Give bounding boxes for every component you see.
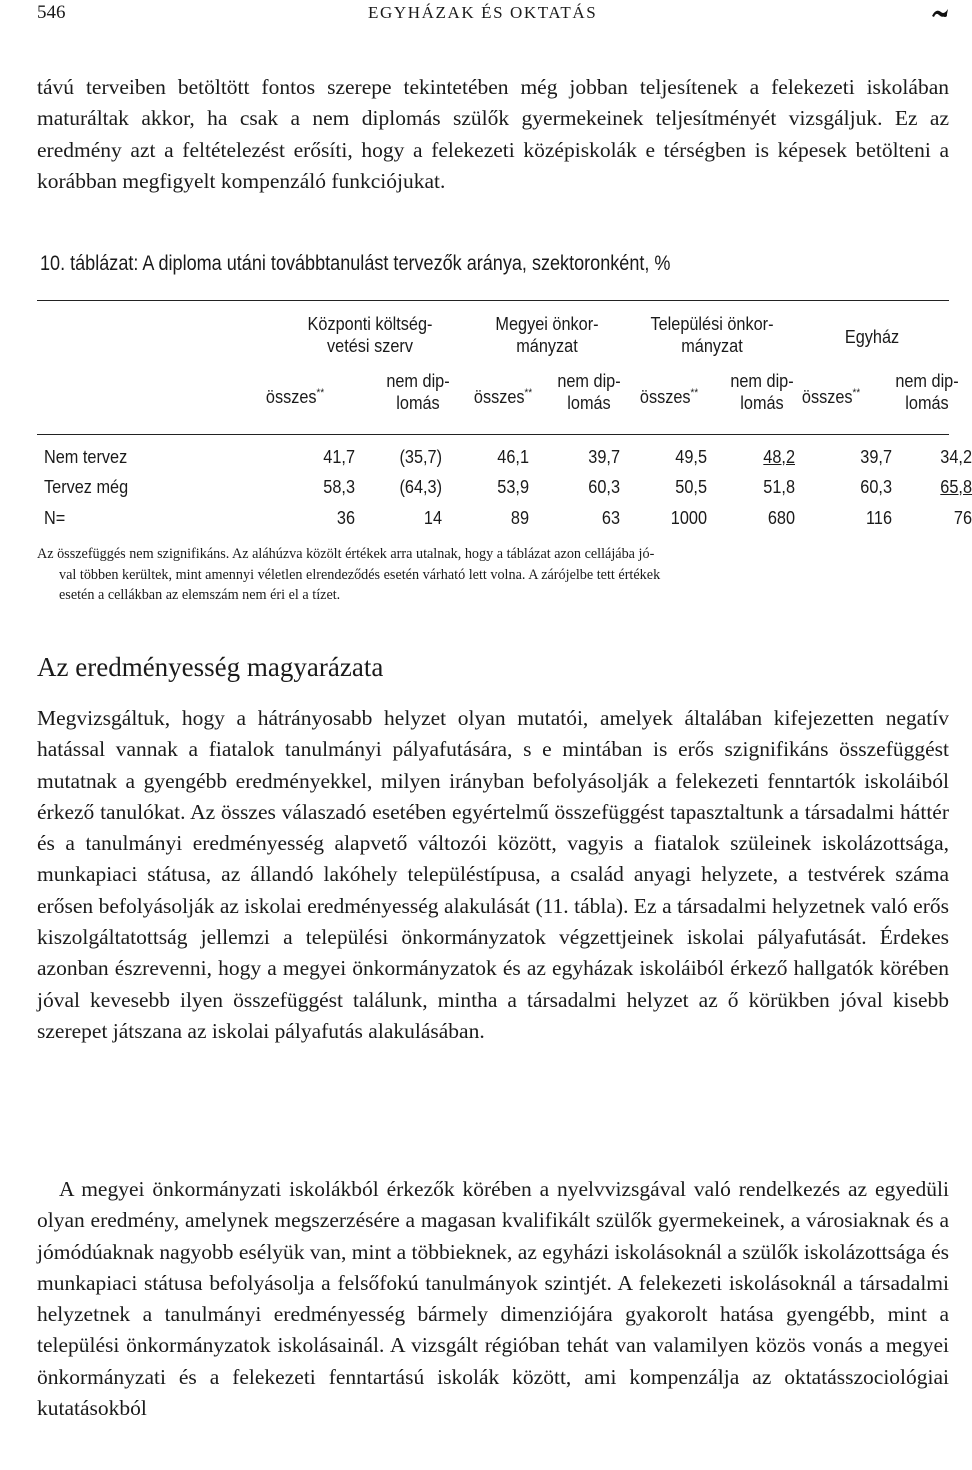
body-paragraph-2: Megvizsgáltuk, hogy a hátrányosabb helyzet olyan mutatói, amelyek általában kifejezetten negatív hatással vannak a fiatalok tanulmányi pályafutására, s e mintában is erős szignifikáns összefüggést mutatnak a gyengébb eredményekkel, milyen irányban befolyásolják a felekezeti fenntartók iskoláiból érkező tanulókat. Az összes válaszadó esetében egyértelmű összefüggést tapasztaltunk a társadalmi háttér és a tanulmányi eredményesség alapvető változói között, vagyis a fiatalok szüleinek iskolázottsága, munkapiaci státusa, az állandó lakóhely településtípusa, a család anyagi helyzete, a testvérek száma erősen befolyásolják az iskolai eredményesség alakulását (11. tábla). Ez a társadalmi helyzetnek való erős kiszolgáltatottság jellemzi a települési önkormányzatok végzettjeinek iskolai pályafutását. Érdekes azonban észrevenni, hogy a megyei önkormányzatok és az egyházak iskoláiból érkező hallgatók körében jóval kevesebb ilyen összefüggést találunk, mintha a társadalmi helyzet az ő körükben jóval kisebb szerepet játszana az iskolai pályafutás alakulásában. xyxy=(37,706,949,1043)
row-label: Nem tervez xyxy=(44,446,128,467)
table-cell: 116 xyxy=(866,507,892,528)
table-cell: 41,7 xyxy=(323,446,355,467)
table-header-rule xyxy=(37,434,949,435)
table-cell: 65,8 xyxy=(940,476,972,497)
subheader-nem-diplomas: nem dip- lomás xyxy=(386,370,450,413)
table-cell: 60,3 xyxy=(588,476,620,497)
table-cell: 39,7 xyxy=(860,446,892,467)
row-label: Tervez még xyxy=(44,476,129,497)
group-header-egyhaz: Egyház xyxy=(844,326,900,347)
table-cell: 46,1 xyxy=(497,446,529,467)
subheader-osszes: összes** xyxy=(265,386,325,408)
table-cell: 50,5 xyxy=(675,476,707,497)
body-paragraph-3: A megyei önkormányzati iskolákból érkezők körében a nyelvvizsgával való rendelkezés az egyedüli olyan eredmény, amelynek megszerzésére a magasan kvalifikált szülők gyermekeinek, a városiaknak és a jómódúaknak nagyobb esélyük van, mint a többieknek, az egyházi iskolásoknál a szülők iskolázottsága és munkapiaci státusa befolyásolja a felsőfokú tanulmányok szintjét. A felekezeti iskolásoknál a társadalmi helyzetnek a tanulmányi eredményesség bármely dimenziójára gyakorolt hatása gyengébb, mint a települési önkormányzatok iskolásainál. A vizsgált régióban tehát van valamilyen közös vonás a megyei önkormányzati és a felekezeti fenntartású iskolák között, ami kompenzálja az oktatásszociológiai kutatásokból xyxy=(37,1177,949,1421)
section-heading: Az eredményesség magyarázata xyxy=(37,652,384,682)
subheader-nem-diplomas: nem dip- lomás xyxy=(895,370,959,413)
table-top-rule xyxy=(37,300,949,301)
table-cell: 39,7 xyxy=(588,446,620,467)
table-cell: 76 xyxy=(953,507,972,528)
table-cell: 89 xyxy=(510,507,529,528)
table-cell: 60,3 xyxy=(860,476,892,497)
table-cell: 53,9 xyxy=(497,476,529,497)
subheader-osszes: összes** xyxy=(801,386,861,408)
subheader-nem-diplomas: nem dip- lomás xyxy=(557,370,621,413)
group-header-megyei: Megyei önkor- mányzat xyxy=(495,313,599,356)
data-table xyxy=(37,300,972,540)
table-cell: (35,7) xyxy=(399,446,442,467)
table-cell: 58,3 xyxy=(323,476,355,497)
table-cell: 34,2 xyxy=(940,446,972,467)
table-note xyxy=(37,544,949,606)
table-cell: 1000 xyxy=(670,507,707,528)
table-note-line: val többen kerültek, mint amennyi véletlen elrendeződés esetén várható lett volna. A zárójelbe tett értékek xyxy=(59,566,661,583)
table-note-line: esetén a cellákban az elemszám nem éri el a tízet. xyxy=(59,587,341,603)
body-paragraph-1: távú terveiben betöltött fontos szerepe tekintetében még jobban teljesítenek a felekezeti iskolában maturáltak akkor, ha csak a nem diplomás szülők gyermekeinek teljesítményét vizsgáljuk. Ez az eredmény azt a feltételezést erősíti, hogy a felekezeti középiskolák e térségben is képesek betölteni a korábban megfigyelt kompenzáló funkciójukat. xyxy=(37,75,949,193)
ornament-icon xyxy=(931,6,949,20)
table-cell: 14 xyxy=(423,507,442,528)
table-cell: 49,5 xyxy=(675,446,707,467)
table-cell: (64,3) xyxy=(399,476,442,497)
table-cell: 680 xyxy=(767,507,795,528)
running-title: EGYHÁZAK ÉS OKTATÁS xyxy=(368,3,598,22)
running-head xyxy=(37,2,949,28)
table-note-line: Az összefüggés nem szignifikáns. Az aláhúzva közölt értékek arra utalnak, hogy a táblázat azon cellájába jó- xyxy=(37,546,655,562)
table-cell: 51,8 xyxy=(763,476,795,497)
table-cell: 36 xyxy=(336,507,355,528)
table-caption: 10. táblázat: A diploma utáni továbbtanulást tervezők aránya, szektoronként, % xyxy=(40,252,671,275)
table-cell: 63 xyxy=(601,507,620,528)
subheader-osszes: összes** xyxy=(473,386,533,408)
group-header-kozponti: Központi költség- vetési szerv xyxy=(307,313,433,356)
page-number: 546 xyxy=(37,2,66,23)
table-cell: 48,2 xyxy=(763,446,795,467)
group-header-telepulesi: Települési önkor- mányzat xyxy=(650,313,774,356)
subheader-nem-diplomas: nem dip- lomás xyxy=(730,370,794,413)
subheader-osszes: összes** xyxy=(639,386,699,408)
row-label: N= xyxy=(44,507,66,528)
